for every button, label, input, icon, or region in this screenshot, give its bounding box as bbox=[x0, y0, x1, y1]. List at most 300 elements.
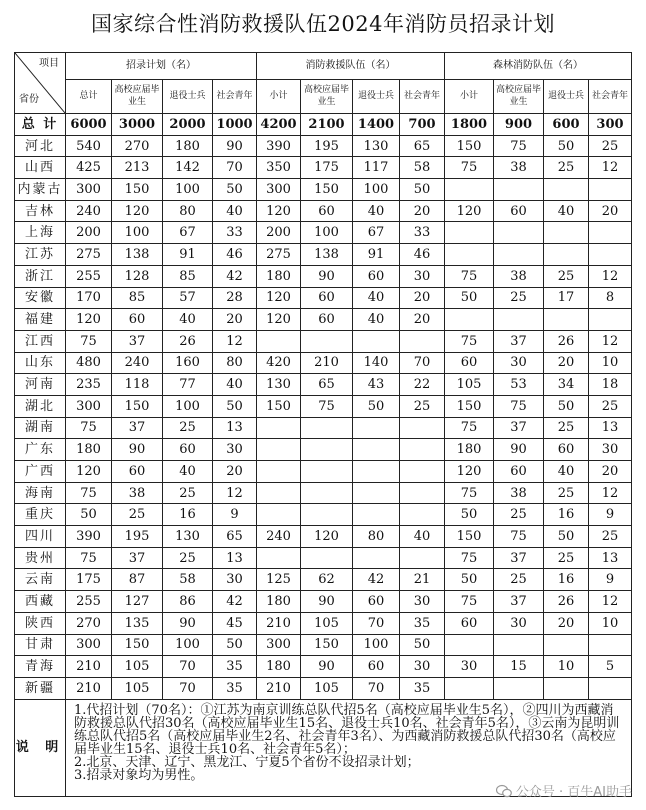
corner-item-label: 项目 bbox=[39, 58, 59, 69]
value-cell: 37 bbox=[112, 417, 163, 439]
value-cell: 75 bbox=[445, 591, 494, 613]
value-cell bbox=[301, 504, 353, 526]
value-cell: 270 bbox=[112, 135, 163, 157]
table-row bbox=[15, 482, 632, 504]
value-cell: 75 bbox=[445, 547, 494, 569]
value-cell: 34 bbox=[544, 374, 589, 396]
value-cell: 25 bbox=[163, 417, 213, 439]
value-cell: 15 bbox=[494, 656, 544, 678]
value-cell: 1400 bbox=[353, 114, 400, 136]
value-cell: 150 bbox=[301, 634, 353, 656]
value-cell bbox=[445, 309, 494, 331]
value-cell: 10 bbox=[589, 352, 632, 374]
value-cell: 40 bbox=[163, 309, 213, 331]
value-cell: 127 bbox=[112, 591, 163, 613]
value-cell bbox=[544, 309, 589, 331]
value-cell: 50 bbox=[400, 179, 445, 201]
value-cell: 275 bbox=[66, 244, 112, 266]
table-row bbox=[15, 504, 632, 526]
page-title: 国家综合性消防救援队伍2024年消防员招录计划 bbox=[91, 12, 555, 36]
value-cell: 100 bbox=[163, 395, 213, 417]
value-cell: 75 bbox=[445, 330, 494, 352]
province-cell: 河北 bbox=[15, 135, 66, 157]
value-cell: 150 bbox=[257, 395, 301, 417]
value-cell: 67 bbox=[163, 222, 213, 244]
value-cell: 12 bbox=[589, 482, 632, 504]
value-cell: 120 bbox=[445, 200, 494, 222]
value-cell: 120 bbox=[112, 200, 163, 222]
value-cell: 12 bbox=[589, 591, 632, 613]
value-cell: 37 bbox=[112, 547, 163, 569]
value-cell: 75 bbox=[494, 395, 544, 417]
value-cell bbox=[301, 417, 353, 439]
value-cell: 60 bbox=[445, 612, 494, 634]
province-cell: 贵州 bbox=[15, 547, 66, 569]
value-cell: 25 bbox=[400, 395, 445, 417]
value-cell: 50 bbox=[213, 634, 257, 656]
value-cell: 100 bbox=[353, 179, 400, 201]
province-cell: 河南 bbox=[15, 374, 66, 396]
sub-header-cell: 小计 bbox=[257, 80, 301, 114]
value-cell: 37 bbox=[494, 417, 544, 439]
value-cell: 50 bbox=[353, 395, 400, 417]
value-cell: 50 bbox=[445, 504, 494, 526]
value-cell: 40 bbox=[213, 374, 257, 396]
value-cell: 35 bbox=[213, 656, 257, 678]
value-cell: 120 bbox=[66, 309, 112, 331]
value-cell: 35 bbox=[400, 612, 445, 634]
value-cell: 180 bbox=[66, 439, 112, 461]
table-row bbox=[15, 265, 632, 287]
table-row bbox=[15, 330, 632, 352]
table-row bbox=[15, 461, 632, 483]
value-cell: 20 bbox=[589, 461, 632, 483]
province-cell: 安徽 bbox=[15, 287, 66, 309]
value-cell: 138 bbox=[112, 244, 163, 266]
value-cell: 150 bbox=[301, 179, 353, 201]
table-row bbox=[15, 374, 632, 396]
value-cell: 50 bbox=[544, 526, 589, 548]
value-cell bbox=[301, 461, 353, 483]
value-cell: 6000 bbox=[66, 114, 112, 136]
value-cell: 170 bbox=[66, 287, 112, 309]
value-cell: 60 bbox=[445, 352, 494, 374]
table-row bbox=[15, 547, 632, 569]
group-header-fire-rescue: 消防救援队伍（名） bbox=[257, 53, 445, 80]
value-cell: 13 bbox=[213, 547, 257, 569]
value-cell: 100 bbox=[353, 634, 400, 656]
value-cell: 25 bbox=[589, 135, 632, 157]
value-cell: 85 bbox=[163, 265, 213, 287]
value-cell: 35 bbox=[213, 677, 257, 699]
value-cell: 90 bbox=[213, 135, 257, 157]
value-cell: 130 bbox=[163, 526, 213, 548]
value-cell: 150 bbox=[112, 395, 163, 417]
value-cell: 13 bbox=[213, 417, 257, 439]
value-cell: 91 bbox=[353, 244, 400, 266]
province-cell: 新疆 bbox=[15, 677, 66, 699]
value-cell: 38 bbox=[494, 482, 544, 504]
value-cell bbox=[301, 330, 353, 352]
value-cell: 30 bbox=[494, 352, 544, 374]
province-cell: 总 计 bbox=[15, 114, 66, 136]
sub-header-cell: 社会青年 bbox=[589, 80, 632, 114]
value-cell bbox=[301, 439, 353, 461]
value-cell: 125 bbox=[257, 569, 301, 591]
table-row bbox=[15, 591, 632, 613]
value-cell: 90 bbox=[301, 591, 353, 613]
value-cell: 30 bbox=[589, 439, 632, 461]
value-cell: 40 bbox=[544, 200, 589, 222]
value-cell bbox=[353, 439, 400, 461]
value-cell: 175 bbox=[301, 157, 353, 179]
value-cell: 20 bbox=[400, 309, 445, 331]
province-cell: 四川 bbox=[15, 526, 66, 548]
value-cell: 60 bbox=[301, 287, 353, 309]
value-cell: 9 bbox=[589, 569, 632, 591]
value-cell: 50 bbox=[445, 287, 494, 309]
sub-header-cell: 总计 bbox=[66, 80, 112, 114]
value-cell: 300 bbox=[66, 395, 112, 417]
value-cell: 60 bbox=[353, 265, 400, 287]
value-cell: 900 bbox=[494, 114, 544, 136]
value-cell: 195 bbox=[301, 135, 353, 157]
value-cell: 20 bbox=[544, 612, 589, 634]
sub-header-cell: 社会青年 bbox=[400, 80, 445, 114]
notes-label: 说 明 bbox=[15, 699, 66, 796]
value-cell bbox=[400, 439, 445, 461]
value-cell: 13 bbox=[589, 417, 632, 439]
value-cell: 16 bbox=[544, 504, 589, 526]
province-cell: 江苏 bbox=[15, 244, 66, 266]
value-cell: 180 bbox=[257, 591, 301, 613]
value-cell: 70 bbox=[400, 352, 445, 374]
value-cell: 38 bbox=[112, 482, 163, 504]
value-cell: 175 bbox=[66, 569, 112, 591]
value-cell: 90 bbox=[301, 656, 353, 678]
value-cell: 25 bbox=[544, 157, 589, 179]
value-cell: 25 bbox=[589, 395, 632, 417]
value-cell: 87 bbox=[112, 569, 163, 591]
province-cell: 广东 bbox=[15, 439, 66, 461]
value-cell: 37 bbox=[494, 591, 544, 613]
province-cell: 上海 bbox=[15, 222, 66, 244]
value-cell: 120 bbox=[257, 287, 301, 309]
value-cell bbox=[353, 461, 400, 483]
value-cell: 75 bbox=[66, 417, 112, 439]
value-cell: 40 bbox=[400, 526, 445, 548]
value-cell: 58 bbox=[163, 569, 213, 591]
value-cell: 91 bbox=[163, 244, 213, 266]
value-cell: 38 bbox=[494, 265, 544, 287]
value-cell bbox=[544, 244, 589, 266]
value-cell: 138 bbox=[301, 244, 353, 266]
value-cell: 540 bbox=[66, 135, 112, 157]
value-cell: 25 bbox=[589, 526, 632, 548]
value-cell: 60 bbox=[112, 309, 163, 331]
value-cell: 210 bbox=[66, 656, 112, 678]
value-cell: 150 bbox=[445, 395, 494, 417]
sub-header-cell: 退役士兵 bbox=[544, 80, 589, 114]
value-cell: 42 bbox=[213, 265, 257, 287]
group-header-forest-fire: 森林消防队伍（名） bbox=[445, 53, 632, 80]
value-cell: 46 bbox=[213, 244, 257, 266]
value-cell: 180 bbox=[257, 656, 301, 678]
value-cell: 25 bbox=[544, 547, 589, 569]
value-cell: 8 bbox=[589, 287, 632, 309]
value-cell: 37 bbox=[494, 547, 544, 569]
province-cell: 云南 bbox=[15, 569, 66, 591]
value-cell: 12 bbox=[589, 157, 632, 179]
value-cell bbox=[301, 482, 353, 504]
table-row bbox=[15, 352, 632, 374]
value-cell: 90 bbox=[301, 265, 353, 287]
value-cell bbox=[257, 461, 301, 483]
value-cell: 60 bbox=[112, 461, 163, 483]
table-row bbox=[15, 157, 632, 179]
value-cell bbox=[544, 634, 589, 656]
value-cell: 275 bbox=[257, 244, 301, 266]
value-cell: 20 bbox=[544, 352, 589, 374]
value-cell: 75 bbox=[445, 482, 494, 504]
value-cell bbox=[494, 244, 544, 266]
value-cell: 300 bbox=[66, 179, 112, 201]
value-cell: 62 bbox=[301, 569, 353, 591]
value-cell: 26 bbox=[544, 330, 589, 352]
value-cell: 150 bbox=[112, 634, 163, 656]
value-cell: 65 bbox=[213, 526, 257, 548]
table-row bbox=[15, 417, 632, 439]
value-cell: 700 bbox=[400, 114, 445, 136]
value-cell: 25 bbox=[163, 482, 213, 504]
value-cell bbox=[353, 504, 400, 526]
sub-header-cell: 高校应届毕业生 bbox=[494, 80, 544, 114]
province-cell: 青海 bbox=[15, 656, 66, 678]
table-row bbox=[15, 200, 632, 222]
value-cell bbox=[589, 244, 632, 266]
value-cell: 350 bbox=[257, 157, 301, 179]
value-cell: 20 bbox=[400, 287, 445, 309]
province-cell: 江西 bbox=[15, 330, 66, 352]
value-cell: 70 bbox=[163, 677, 213, 699]
value-cell: 28 bbox=[213, 287, 257, 309]
value-cell: 40 bbox=[353, 287, 400, 309]
value-cell bbox=[544, 677, 589, 699]
value-cell: 30 bbox=[400, 591, 445, 613]
value-cell bbox=[257, 330, 301, 352]
value-cell: 130 bbox=[353, 135, 400, 157]
value-cell: 118 bbox=[112, 374, 163, 396]
value-cell bbox=[400, 504, 445, 526]
value-cell bbox=[589, 222, 632, 244]
value-cell: 75 bbox=[445, 265, 494, 287]
table-row bbox=[15, 309, 632, 331]
value-cell bbox=[301, 547, 353, 569]
province-cell: 吉林 bbox=[15, 200, 66, 222]
value-cell: 42 bbox=[353, 569, 400, 591]
value-cell: 58 bbox=[400, 157, 445, 179]
value-cell: 40 bbox=[544, 461, 589, 483]
value-cell bbox=[257, 482, 301, 504]
table-row bbox=[15, 677, 632, 699]
note-line: 2.北京、天津、辽宁、黑龙江、宁夏5个省份不设招录计划； bbox=[74, 754, 420, 770]
sub-header-cell: 退役士兵 bbox=[353, 80, 400, 114]
value-cell: 1000 bbox=[213, 114, 257, 136]
watermark bbox=[496, 781, 632, 800]
value-cell bbox=[400, 461, 445, 483]
value-cell bbox=[353, 330, 400, 352]
value-cell: 255 bbox=[66, 591, 112, 613]
value-cell: 213 bbox=[112, 157, 163, 179]
value-cell: 210 bbox=[301, 352, 353, 374]
table-row bbox=[15, 526, 632, 548]
value-cell: 40 bbox=[353, 200, 400, 222]
sub-header-cell: 小计 bbox=[445, 80, 494, 114]
value-cell: 42 bbox=[213, 591, 257, 613]
value-cell: 130 bbox=[257, 374, 301, 396]
value-cell: 480 bbox=[66, 352, 112, 374]
province-cell: 陕西 bbox=[15, 612, 66, 634]
value-cell: 235 bbox=[66, 374, 112, 396]
value-cell: 60 bbox=[301, 200, 353, 222]
table-row bbox=[15, 395, 632, 417]
value-cell: 57 bbox=[163, 287, 213, 309]
value-cell: 25 bbox=[112, 504, 163, 526]
value-cell bbox=[494, 222, 544, 244]
value-cell: 120 bbox=[301, 526, 353, 548]
value-cell: 60 bbox=[301, 309, 353, 331]
value-cell: 12 bbox=[589, 330, 632, 352]
value-cell: 240 bbox=[66, 200, 112, 222]
value-cell: 18 bbox=[589, 374, 632, 396]
value-cell: 75 bbox=[494, 135, 544, 157]
value-cell: 33 bbox=[400, 222, 445, 244]
value-cell: 75 bbox=[445, 417, 494, 439]
table-row bbox=[15, 569, 632, 591]
value-cell: 20 bbox=[213, 461, 257, 483]
value-cell: 60 bbox=[494, 461, 544, 483]
value-cell bbox=[400, 482, 445, 504]
value-cell: 70 bbox=[353, 677, 400, 699]
value-cell: 43 bbox=[353, 374, 400, 396]
value-cell: 105 bbox=[301, 612, 353, 634]
value-cell: 40 bbox=[353, 309, 400, 331]
value-cell: 35 bbox=[400, 677, 445, 699]
value-cell: 150 bbox=[445, 135, 494, 157]
province-cell: 西藏 bbox=[15, 591, 66, 613]
province-cell: 海南 bbox=[15, 482, 66, 504]
value-cell: 77 bbox=[163, 374, 213, 396]
value-cell: 25 bbox=[163, 547, 213, 569]
value-cell: 10 bbox=[589, 612, 632, 634]
sub-header-cell: 退役士兵 bbox=[163, 80, 213, 114]
value-cell: 25 bbox=[544, 482, 589, 504]
sub-header-cell: 高校应届毕业生 bbox=[301, 80, 353, 114]
table-row bbox=[15, 244, 632, 266]
value-cell: 50 bbox=[400, 634, 445, 656]
value-cell: 20 bbox=[589, 200, 632, 222]
value-cell bbox=[544, 179, 589, 201]
value-cell bbox=[445, 634, 494, 656]
value-cell: 180 bbox=[445, 439, 494, 461]
value-cell: 210 bbox=[257, 677, 301, 699]
value-cell: 25 bbox=[494, 287, 544, 309]
value-cell: 240 bbox=[112, 352, 163, 374]
watermark-text: 公众号 · 百牛AI助手 bbox=[515, 785, 632, 800]
value-cell: 135 bbox=[112, 612, 163, 634]
value-cell: 390 bbox=[257, 135, 301, 157]
province-cell: 山西 bbox=[15, 157, 66, 179]
value-cell: 25 bbox=[494, 504, 544, 526]
value-cell: 425 bbox=[66, 157, 112, 179]
value-cell: 70 bbox=[163, 656, 213, 678]
value-cell: 25 bbox=[544, 417, 589, 439]
value-cell: 120 bbox=[257, 309, 301, 331]
value-cell: 45 bbox=[213, 612, 257, 634]
value-cell bbox=[400, 547, 445, 569]
value-cell bbox=[589, 634, 632, 656]
value-cell: 100 bbox=[163, 634, 213, 656]
province-cell: 内蒙古 bbox=[15, 179, 66, 201]
value-cell: 200 bbox=[257, 222, 301, 244]
value-cell bbox=[353, 417, 400, 439]
value-cell: 105 bbox=[112, 656, 163, 678]
value-cell: 60 bbox=[544, 439, 589, 461]
value-cell: 180 bbox=[257, 265, 301, 287]
value-cell: 65 bbox=[301, 374, 353, 396]
value-cell bbox=[400, 330, 445, 352]
value-cell: 30 bbox=[213, 439, 257, 461]
value-cell: 100 bbox=[301, 222, 353, 244]
table-row bbox=[15, 287, 632, 309]
value-cell: 117 bbox=[353, 157, 400, 179]
value-cell: 140 bbox=[353, 352, 400, 374]
sub-header-cell: 社会青年 bbox=[213, 80, 257, 114]
value-cell: 120 bbox=[445, 461, 494, 483]
value-cell bbox=[445, 244, 494, 266]
value-cell bbox=[494, 634, 544, 656]
value-cell: 300 bbox=[66, 634, 112, 656]
value-cell: 12 bbox=[213, 482, 257, 504]
value-cell: 180 bbox=[163, 135, 213, 157]
value-cell bbox=[589, 677, 632, 699]
value-cell: 100 bbox=[163, 179, 213, 201]
value-cell: 105 bbox=[445, 374, 494, 396]
value-cell: 210 bbox=[257, 612, 301, 634]
province-cell: 浙江 bbox=[15, 265, 66, 287]
province-cell: 重庆 bbox=[15, 504, 66, 526]
value-cell bbox=[494, 677, 544, 699]
province-cell: 福建 bbox=[15, 309, 66, 331]
table-row bbox=[15, 634, 632, 656]
value-cell: 200 bbox=[66, 222, 112, 244]
value-cell: 300 bbox=[257, 179, 301, 201]
note-line: 1.代招计划（70名）：①江苏为南京训练总队代招5名（高校应届毕业生5名），②四川为西藏消防救援总队代招30名（高校应届毕业生15名、退役士兵10名、社会青年5名），③云南为昆明训练总队代招5名（高校应届毕业生2名、社会青年3名）、为西藏消防救援总队代招30名（高校应届毕业生15名、退役士兵10名、社会青年5名）； bbox=[74, 702, 620, 757]
value-cell: 40 bbox=[213, 200, 257, 222]
province-cell: 广西 bbox=[15, 461, 66, 483]
value-cell bbox=[353, 547, 400, 569]
table-row bbox=[15, 179, 632, 201]
total-row bbox=[15, 114, 632, 136]
value-cell: 75 bbox=[66, 482, 112, 504]
value-cell: 210 bbox=[66, 677, 112, 699]
value-cell bbox=[445, 677, 494, 699]
value-cell: 80 bbox=[213, 352, 257, 374]
corner-header-cell bbox=[15, 53, 66, 114]
value-cell: 75 bbox=[494, 526, 544, 548]
value-cell: 10 bbox=[544, 656, 589, 678]
value-cell: 90 bbox=[112, 439, 163, 461]
